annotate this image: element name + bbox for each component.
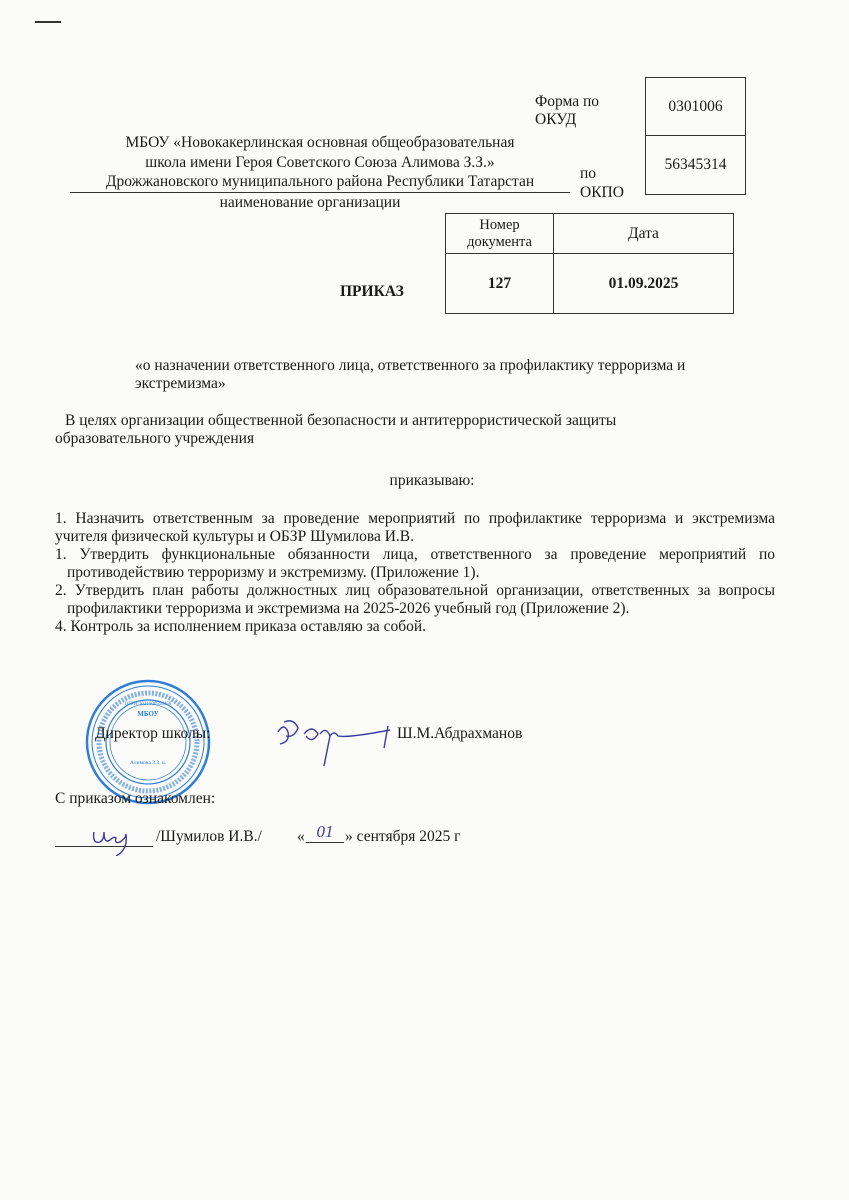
org-caption: наименование организации xyxy=(219,193,401,211)
org-line-3: Дрожжановского муниципального района Республики Татарстан xyxy=(70,172,570,193)
stamp-bottom: Алимова З.З. и. xyxy=(129,760,167,766)
doc-date: 01.09.2025 xyxy=(608,274,679,292)
order-item-4: 4. Контроль за исполнением приказа оставляю за собой. xyxy=(55,618,427,635)
order-subject: «о назначении ответственного лица, ответственного за профилактику терроризма и экстремизма» xyxy=(135,357,686,392)
order-items xyxy=(55,510,775,636)
acknowledgement-label: С приказом ознакомлен: xyxy=(55,790,216,807)
employee-name: /Шумилов И.В./ xyxy=(156,828,262,845)
org-line-2: школа имени Героя Советского Союза Алимова З.З.» xyxy=(145,153,495,171)
codes-table xyxy=(645,77,746,195)
order-item-1: 1. Назначить ответственным за проведение мероприятий по профилактике терроризма и экстремизма учителя физической культуры и ОБЗР Шумилова И.В. xyxy=(55,510,775,545)
scan-mark xyxy=(35,21,61,23)
ack-open-quote: « xyxy=(297,828,305,845)
preamble: В целях организации общественной безопасности и антитеррористической защиты образовательного учреждения xyxy=(55,412,617,447)
order-item-3: 2. Утвердить план работы должностных лиц образовательной организации, ответственных за вопросы профилактики терроризма и экстремизма на 2025-2026 учебный год (Приложение 2). xyxy=(55,582,775,617)
stamp-ogrn: ОГРН 1021600558458 xyxy=(124,702,172,707)
order-word: приказываю: xyxy=(389,472,475,489)
director-name: Ш.М.Абдрахманов xyxy=(397,725,523,742)
employee-signature xyxy=(90,822,140,856)
doc-number: 127 xyxy=(446,254,554,313)
okud-label: Форма по ОКУД xyxy=(535,93,600,128)
director-position: Директор школы: xyxy=(95,725,211,742)
okud-code: 0301006 xyxy=(646,78,745,136)
stamp-center: МБОУ xyxy=(137,710,159,718)
doc-type: ПРИКАЗ xyxy=(340,283,404,300)
okpo-label: по ОКПО xyxy=(580,165,624,201)
order-item-2: 1. Утвердить функциональные обязанности лица, ответственного за проведение мероприятий по противодействию терроризму и экстремизму. (Приложение 1). xyxy=(55,546,775,581)
number-header: Номер документа xyxy=(446,214,554,254)
okpo-code: 56345314 xyxy=(664,156,727,174)
doc-number-table xyxy=(445,213,734,314)
ack-date-rest: » сентября 2025 г xyxy=(345,828,461,845)
org-name xyxy=(70,133,570,212)
org-line-1: МБОУ «Новокакерлинская основная общеобразовательная xyxy=(125,134,515,151)
ack-day: 01 xyxy=(306,822,344,843)
director-signature xyxy=(270,712,395,772)
date-header: Дата xyxy=(554,214,733,254)
